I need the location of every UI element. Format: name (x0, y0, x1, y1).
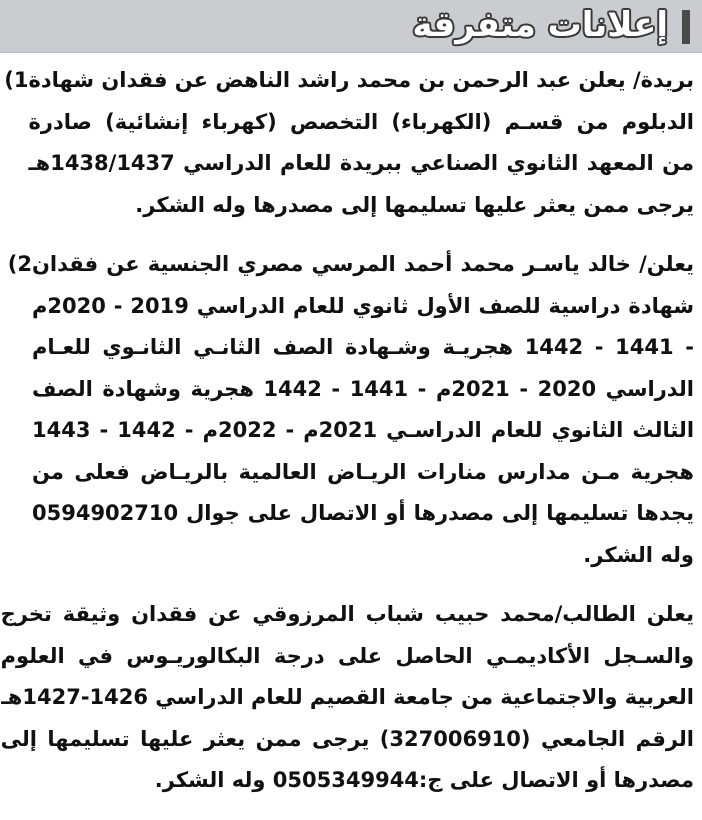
ad-number: 2) (7, 252, 32, 276)
ad-line: الدراسي 2020 - 2021م - 1441 - 1442 هجرية وشهادة الصف (32, 376, 694, 401)
ad-line: بريدة/ يعلن عبد الرحمن بن محمد راشد الناهض عن فقدان شهادة (28, 68, 694, 92)
ad-item (8, 244, 694, 576)
ad-line: يعلن/ خالد ياسـر محمد أحمد المرسي مصري الجنسية عن فقدان (32, 252, 694, 276)
ad-line: والسـجل الأكاديمـي الحاصل على درجة البكالوريـوس في العلوم (0, 643, 694, 668)
ads-list (0, 60, 694, 820)
ad-line: يعلن الطالب/محمد حبيب شباب المرزوقي عن فقدان وثيقة تخرج (0, 602, 694, 626)
ad-number: 1) (4, 68, 29, 92)
ad-line: من المعهد الثانوي الصناعي ببريدة للعام الدراسي 1438/1437هـ (28, 151, 694, 175)
ad-line: يرجى ممن يعثر عليها تسليمها إلى مصدرها وله الشكر. (135, 192, 694, 217)
ad-line: الدبلوم من قسـم (الكهرباء) التخصص (كهرباء إنشائية) صادرة (28, 109, 694, 134)
ad-item (4, 60, 694, 226)
section-header (0, 0, 702, 53)
ad-line: شهادة دراسية للصف الأول ثانوي للعام الدراسي 2019 - 2020م (32, 293, 694, 318)
header-accent-bar (682, 10, 690, 44)
ad-item (0, 594, 694, 802)
ad-line: وله الشكر. (583, 542, 694, 567)
ad-text (28, 60, 694, 226)
ad-line: - 1441 - 1442 هجريـة وشـهادة الصف الثانـي الثانـوي للعـام (32, 335, 694, 359)
ad-text (1, 594, 694, 802)
section-title: إعلانات متفرقة (412, 5, 668, 45)
ad-line: يجدها تسليمها إلى مصدرها أو الاتصال على جوال 0594902710 (32, 501, 694, 525)
ad-line: الثالث الثانوي للعام الدراسـي 2021م - 2022م - 1442 - 1443 (32, 418, 694, 442)
ad-line: الرقم الجامعي (327006910) يرجى ممن يعثر عليها تسليمها إلى (0, 726, 694, 751)
ad-line: مصدرها أو الاتصال على ج:0505349944 وله الشكر. (154, 768, 694, 792)
ad-line: هجرية مـن مدارس منارات الريـاض العالمية بالريـاض فعلى من (32, 459, 694, 484)
ad-text (32, 244, 694, 576)
ad-line: العربية والاجتماعية من جامعة القصيم للعام الدراسي 1426-1427هـ (0, 685, 694, 709)
ad-number (0, 594, 1, 636)
